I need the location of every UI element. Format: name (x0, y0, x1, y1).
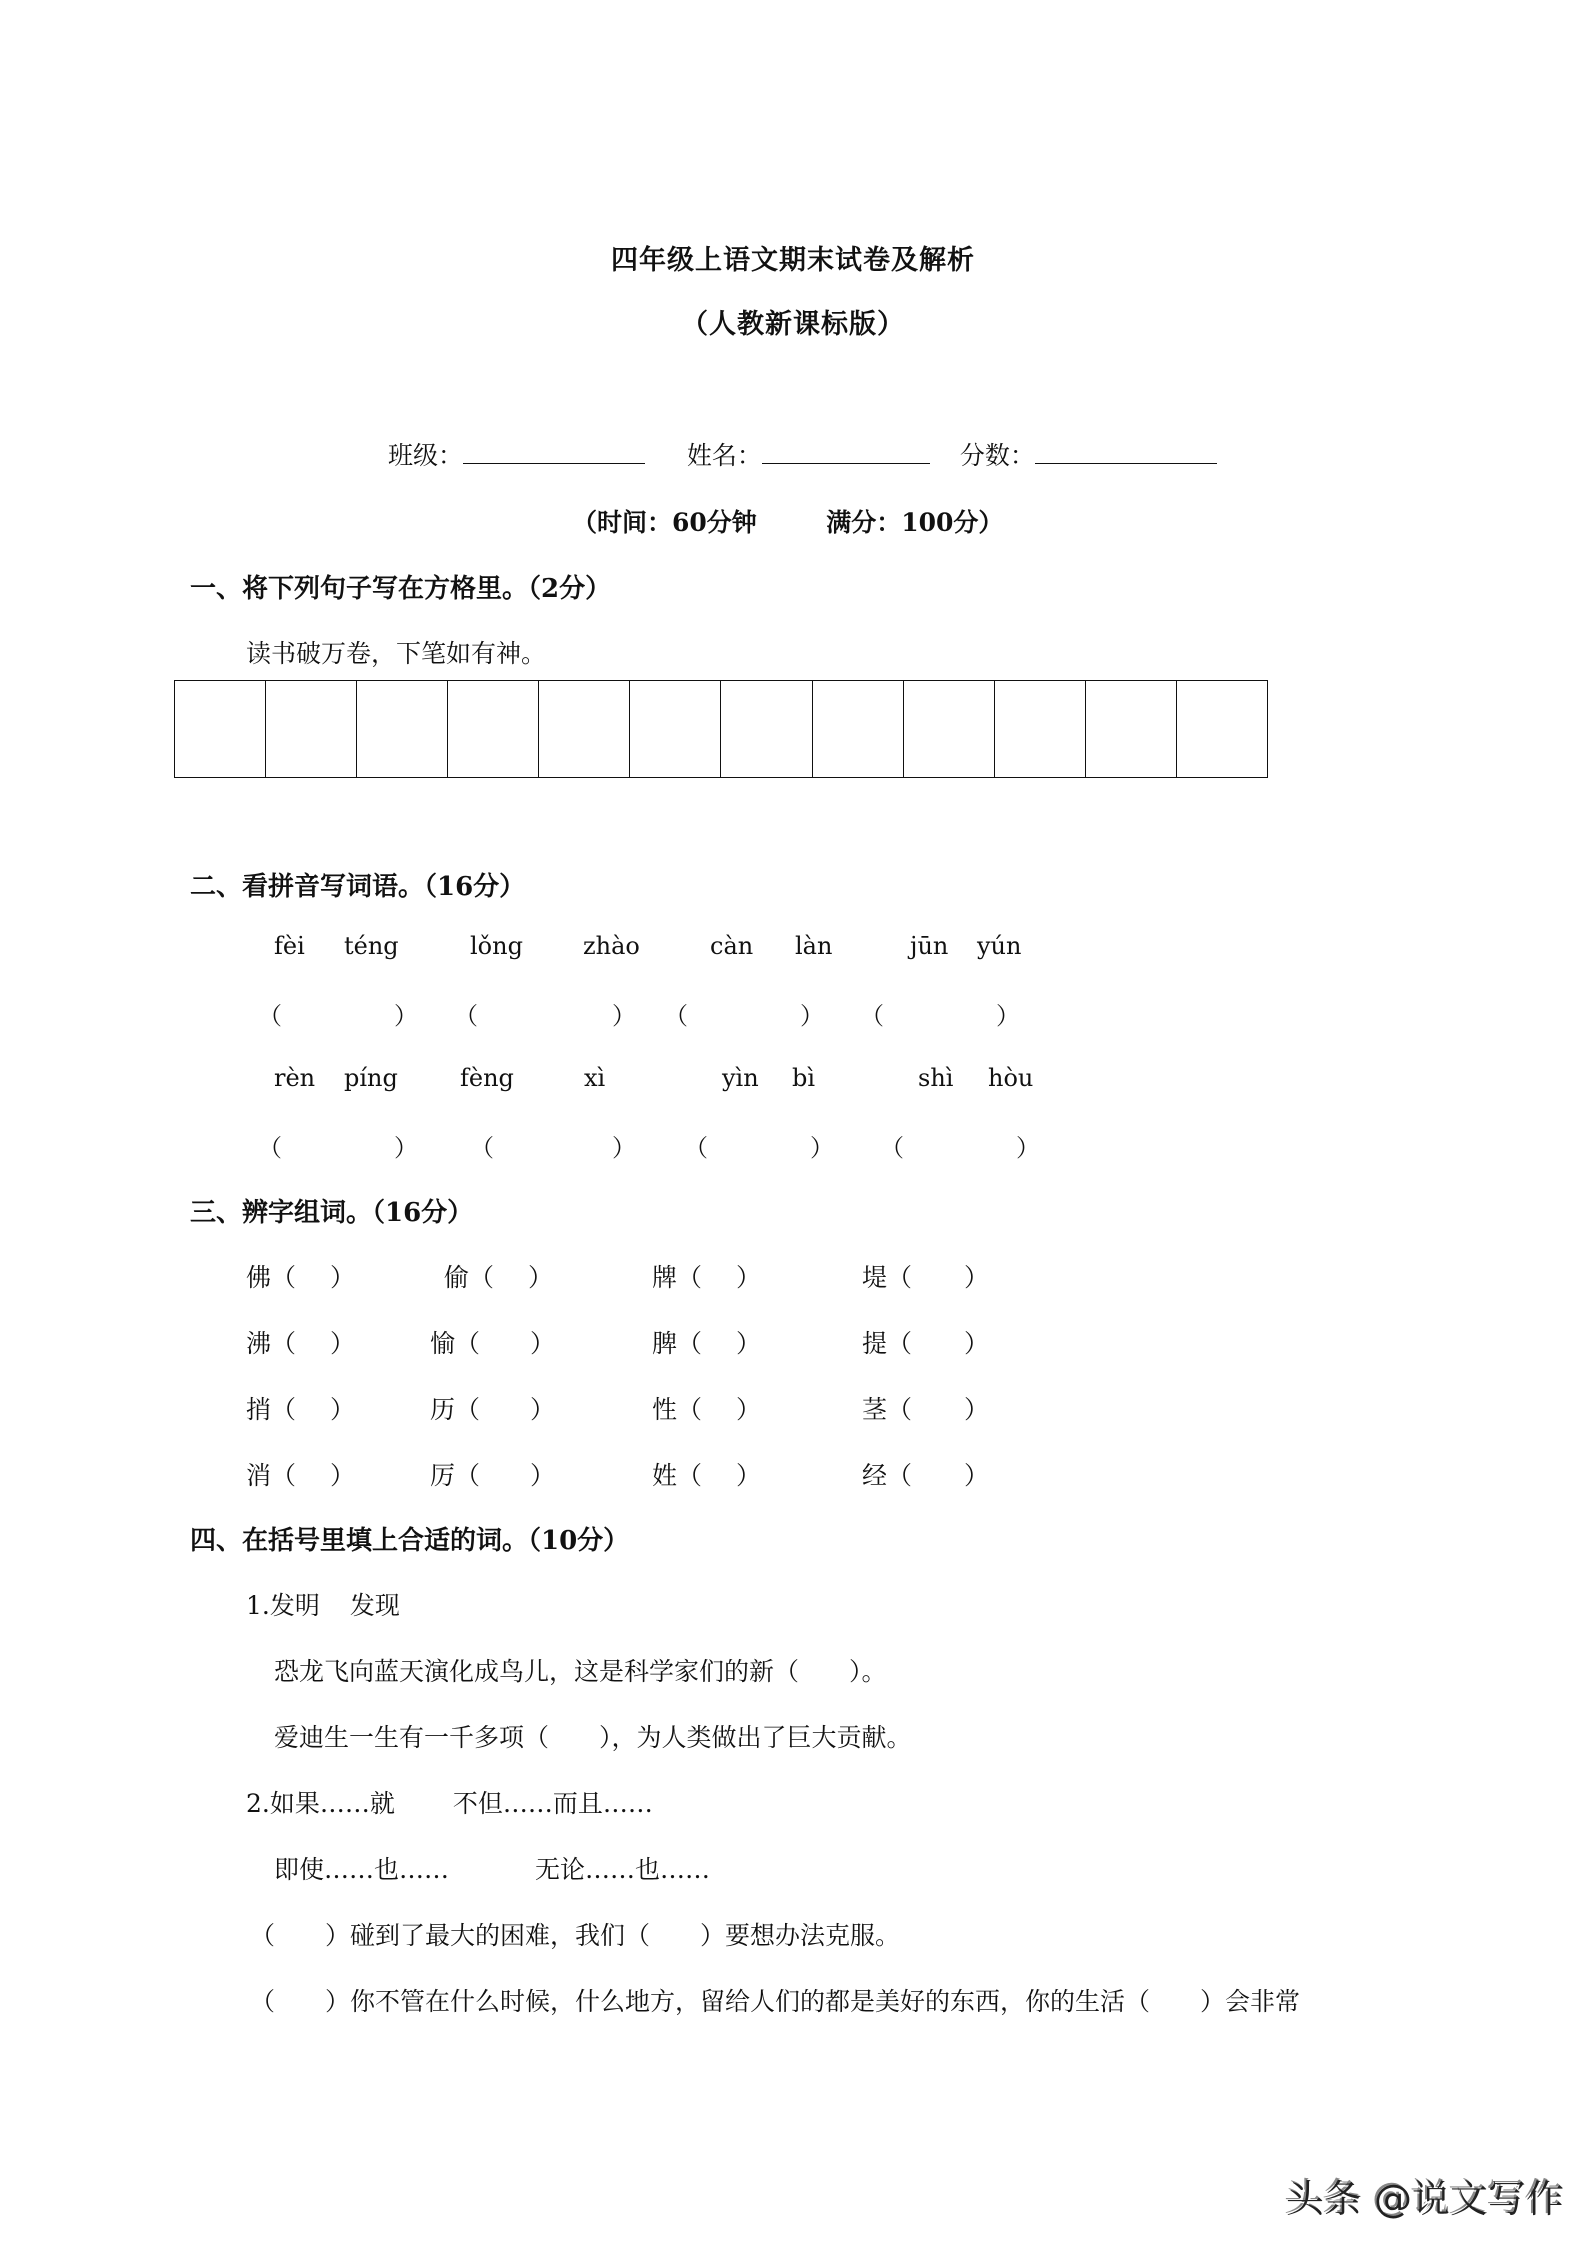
char-item[interactable]: 姓（ ） (652, 1461, 762, 1490)
option-label: 发现 (349, 1591, 400, 1620)
char-item[interactable]: 茎（ ） (862, 1395, 990, 1424)
char-item[interactable]: 消（ ） (246, 1461, 356, 1490)
pinyin: lǒng (470, 932, 523, 960)
time-info: （时间：60分钟 (572, 508, 757, 537)
grid-cell[interactable] (721, 681, 812, 777)
pinyin: rèn (274, 1064, 316, 1092)
pinyin: hòu (988, 1064, 1034, 1092)
pinyin: càn (710, 932, 754, 960)
pinyin: zhào (583, 932, 640, 960)
answer-blank[interactable]: （ ） (664, 1002, 824, 1030)
answer-blank[interactable]: （ ） (684, 1134, 834, 1162)
class-field[interactable] (463, 437, 645, 464)
option-label: 1.发明 (246, 1591, 320, 1620)
grid-cell[interactable] (1177, 681, 1267, 777)
option-label: 2.如果……就 (246, 1789, 395, 1818)
option-label: 无论……也…… (535, 1855, 711, 1884)
answer-blank[interactable]: （ ） (258, 1002, 418, 1030)
watermark: 头条 @说文写作 (1285, 2177, 1564, 2221)
char-item[interactable]: 愉（ ） (430, 1329, 556, 1358)
question-1-sentence: 读书破万卷，下笔如有神。 (246, 639, 547, 668)
char-item[interactable]: 性（ ） (652, 1395, 762, 1424)
part-1-sentence-1[interactable]: 恐龙飞向蓝天演化成鸟儿，这是科学家们的新（ ）。 (274, 1657, 887, 1686)
question-1-title: 一、将下列句子写在方格里。（2分） (190, 574, 612, 604)
grid-cell[interactable] (904, 681, 995, 777)
part-1-sentence-2[interactable]: 爱迪生一生有一千多项（ ），为人类做出了巨大贡献。 (274, 1723, 912, 1752)
exam-title: 四年级上语文期末试卷及解析 (611, 245, 975, 276)
answer-blank[interactable]: （ ） (880, 1134, 1040, 1162)
char-item[interactable]: 捎（ ） (246, 1395, 356, 1424)
char-item[interactable]: 脾（ ） (652, 1329, 762, 1358)
grid-cell[interactable] (995, 681, 1086, 777)
part-2-options-row2 (274, 1850, 710, 1886)
char-item[interactable]: 经（ ） (862, 1461, 990, 1490)
char-item[interactable]: 厉（ ） (430, 1461, 556, 1490)
pinyin: làn (795, 932, 833, 960)
part-2-sentence-1[interactable]: （ ）碰到了最大的困难，我们（ ）要想办法克服。 (250, 1921, 901, 1950)
question-4-title: 四、在括号里填上合适的词。（10分） (190, 1526, 630, 1556)
grid-cell[interactable] (813, 681, 904, 777)
char-item[interactable]: 牌（ ） (652, 1263, 762, 1292)
option-label: 不但……而且…… (452, 1789, 653, 1818)
answer-blank[interactable]: （ ） (470, 1134, 636, 1162)
score-label: 分数： (959, 441, 1035, 470)
pinyin: fèi (274, 932, 305, 960)
class-label: 班级： (388, 441, 464, 470)
char-item[interactable]: 历（ ） (430, 1395, 556, 1424)
pinyin: jūn (910, 932, 949, 960)
score-field[interactable] (1035, 437, 1217, 464)
part-1-options (246, 1586, 400, 1622)
answer-blank[interactable]: （ ） (454, 1002, 636, 1030)
pinyin: xì (584, 1064, 606, 1092)
grid-cell[interactable] (630, 681, 721, 777)
part-2-options-row1 (246, 1784, 653, 1820)
option-label: 即使……也…… (274, 1855, 450, 1884)
grid-cell[interactable] (175, 681, 266, 777)
student-info-row (388, 436, 1217, 472)
char-item[interactable]: 提（ ） (862, 1329, 990, 1358)
pinyin: píng (344, 1064, 398, 1092)
name-label: 姓名： (686, 441, 762, 470)
question-2-title: 二、看拼音写词语。（16分） (190, 872, 526, 902)
char-item[interactable]: 佛（ ） (246, 1263, 356, 1292)
grid-cell[interactable] (266, 681, 357, 777)
name-field[interactable] (762, 437, 930, 464)
grid-cell[interactable] (448, 681, 539, 777)
answer-blank[interactable]: （ ） (860, 1002, 1020, 1030)
pinyin: bì (792, 1064, 816, 1092)
pinyin: shì (918, 1064, 954, 1092)
answer-blank[interactable]: （ ） (258, 1134, 418, 1162)
exam-subtitle: （人教新课标版） (681, 309, 905, 340)
grid-cell[interactable] (1086, 681, 1177, 777)
grid-cell[interactable] (357, 681, 448, 777)
char-item[interactable]: 堤（ ） (862, 1263, 990, 1292)
char-item[interactable]: 偷（ ） (444, 1263, 554, 1292)
grid-cell[interactable] (539, 681, 630, 777)
pinyin: yìn (722, 1064, 759, 1092)
part-2-sentence-2[interactable]: （ ）你不管在什么时候，什么地方，留给人们的都是美好的东西，你的生活（ ）会非常 (250, 1987, 1301, 2016)
question-3-title: 三、辨字组词。（16分） (190, 1198, 474, 1228)
pinyin: téng (344, 932, 399, 960)
pinyin: fèng (460, 1064, 514, 1092)
writing-grid (174, 680, 1268, 778)
pinyin: yún (977, 932, 1022, 960)
char-item[interactable]: 沸（ ） (246, 1329, 356, 1358)
time-score-info (572, 503, 1003, 539)
full-score-info: 满分：100分） (826, 508, 1004, 537)
